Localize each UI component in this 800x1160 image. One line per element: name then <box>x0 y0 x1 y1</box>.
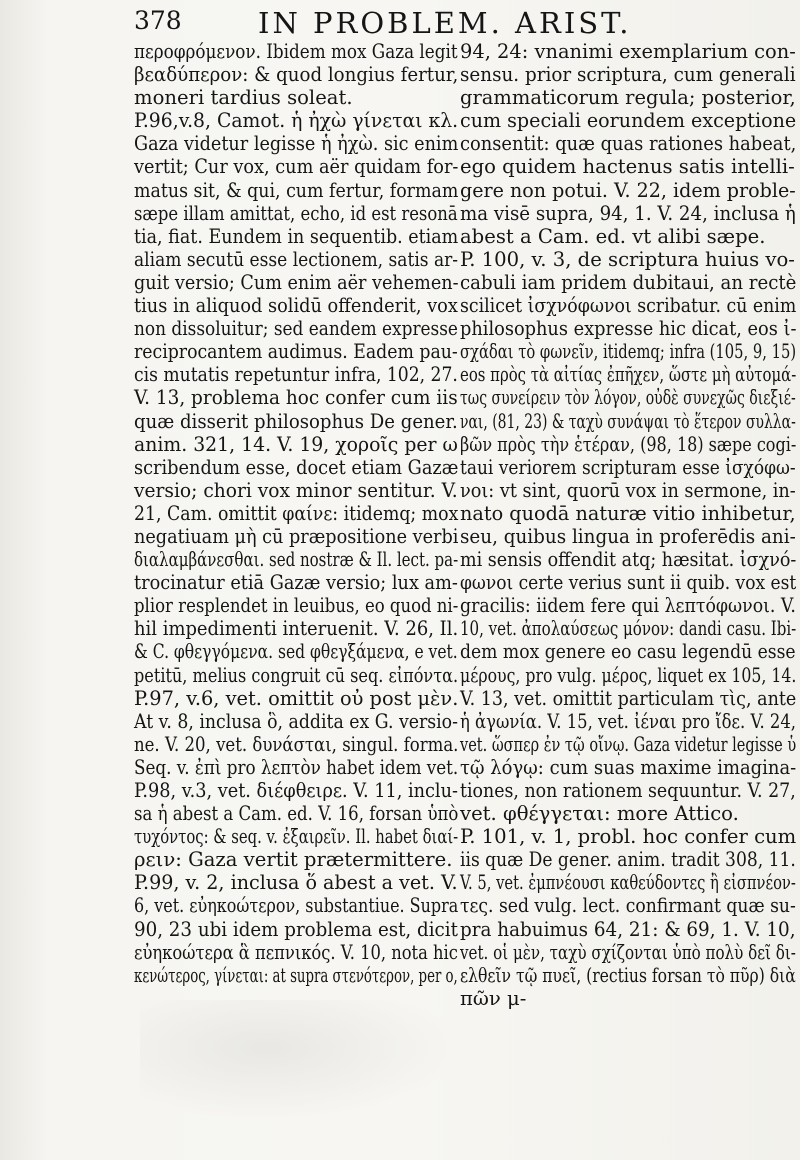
text-line: V. 13, problema hoc confer cum iis <box>134 386 458 410</box>
text-line: 10, vet. ἀπολαύσεως μόνον: dandi casu. Ibi- <box>460 617 797 641</box>
text-line: 21, Cam. omittit φαίνε: itidemq; mox <box>134 501 459 525</box>
text-line: pra habuimus 64, 21: & 69, 1. V. 10, <box>460 917 796 941</box>
text-line: trocinatur etiā Gazæ versio; lux am- <box>134 571 458 595</box>
text-line: & C. φθεγγόμενα. sed φθεγξάμενα, e vet. <box>134 640 458 664</box>
text-line: seu, quibus lingua in proferēdis ani- <box>460 524 796 548</box>
text-line: P.98, v.3, vet. διέφθειρε. V. 11, inclu- <box>134 779 458 802</box>
text-line: vet. οἱ μὲν, ταχὺ σχίζονται ὑπὸ πολὺ δεῖ δι- <box>460 940 796 964</box>
text-line: ne. V. 20, vet. δυνάσται, singul. forma. <box>134 732 459 756</box>
text-line: matus sit, & qui, cum fertur, formam <box>134 178 459 202</box>
text-line: vet. φθέγγεται: more Attico. <box>460 802 739 826</box>
text-line: At v. 8, inclusa ὃ, addita ex G. versio- <box>134 709 458 733</box>
text-line: gere non potui. V. 22, idem proble- <box>460 178 796 202</box>
text-line: εὐηκοώτερα ἃ πεπνικός. V. 10, nota hic <box>134 940 458 964</box>
text-line: moneri tardius soleat. <box>134 86 353 110</box>
text-line: petitū, melius congruit cū seq. εἰπόντα. <box>134 663 459 687</box>
text-line: μέρους, pro vulg. μέρος, liquet ex 105, 14. <box>460 663 797 687</box>
text-line: 6, vet. εὐηκοώτερον, substantiue. Supra <box>134 894 459 918</box>
text-line: P. 101, v. 1, probl. hoc confer cum <box>460 825 797 849</box>
text-line: ναι, (81, 23) & ταχὺ συνάψαι τὸ ἕτερον συλλα- <box>460 409 796 433</box>
text-line: quæ disserit philosophus De gener. <box>134 409 458 433</box>
text-line: sæpe illam amittat, echo, id est resonā <box>134 201 458 225</box>
text-line: διαλαμβάνεσθαι. sed nostræ & Il. lect. pa- <box>134 548 459 572</box>
text-line: negatiuam μὴ cū præpositione verbi <box>134 524 459 548</box>
text-line: V. 13, vet. omittit particulam τὶς, ante <box>460 686 797 710</box>
text-line: πῶν μ- <box>460 986 527 1010</box>
text-line: 94, 24: vnanimi exemplarium con- <box>460 40 796 63</box>
text-line: anim. 321, 14. V. 19, χοροῖς per ω <box>134 432 458 456</box>
text-line: 90, 23 ubi idem problema est, dicit <box>134 917 458 941</box>
text-line: P.96,v.8, Camot. ἡ ἠχὼ γίνεται κλ. <box>134 109 459 133</box>
text-line: tiones, non rationem sequuntur. V. 27, <box>460 779 796 802</box>
text-line: vet. ὥσπερ ἐν τῷ οἴνῳ. Gaza videtur legisse ὑ <box>460 732 797 756</box>
text-line: φωνοι certe verius sunt ii quib. vox est <box>460 571 797 595</box>
text-line: tia, fiat. Eundem in sequentib. etiam <box>134 224 459 248</box>
text-line: hil impedimenti interuenit. V. 26, Il. <box>134 617 459 641</box>
text-line: aliam secutū esse lectionem, satis ar- <box>134 247 459 271</box>
text-line: philosophus expresse hic dicat, eos ἰ- <box>460 317 797 341</box>
text-line: τως συνείρειν τὸν λόγον, οὐδὲ συνεχῶς διεξιέ- <box>460 386 796 410</box>
text-line: gracilis: iidem fere qui λεπτόφωνοι. V. <box>460 594 796 618</box>
text-line: P.99, v. 2, inclusa ὅ abest a vet. V. <box>134 871 458 895</box>
page-number: 378 <box>134 6 182 35</box>
text-line: περοφρόμενον. Ibidem mox Gaza legit <box>134 40 458 63</box>
text-line: P.97, v.6, vet. omittit οὐ post μὲν. <box>134 686 459 710</box>
text-line: eos πρὸς τὰ αἰτίας ἐπῆχεν, ὥστε μὴ αὐτομά- <box>460 363 797 387</box>
text-line: V. 5, vet. ἐμπνέουσι καθεύδοντες ἢ εἰσπνέον- <box>460 871 796 895</box>
text-line: cabuli iam pridem dubitaui, an rectè <box>460 270 797 294</box>
text-line: sa ἡ abest a Cam. ed. V. 16, forsan ὑπὸ <box>134 802 459 826</box>
text-line: βῶν πρὸς τὴν ἑτέραν, (98, 18) sæpe cogi- <box>460 432 797 456</box>
text-line: versio; chori vox minor sentitur. V. <box>134 478 458 502</box>
text-line: τυχόντος: & seq. v. ἐξαιρεῖν. Il. habet διαί- <box>134 825 459 849</box>
text-line: nato quodā naturæ vitio inhibetur, <box>460 501 796 525</box>
ink-smudge <box>140 1000 460 1120</box>
text-line: τῷ λόγῳ: cum suas maxime imagina- <box>460 755 797 779</box>
text-line: scribendum esse, docet etiam Gazæ <box>134 455 459 479</box>
text-line: plior resplendet in leuibus, eo quod ni- <box>134 594 459 618</box>
text-line: tius in aliquod solidū offenderit, vox <box>134 294 458 318</box>
text-line: ελθεῖν τῷ πυεῖ, (rectius forsan τὸ πῦρ) διὰ <box>460 963 796 987</box>
left-column <box>134 40 458 987</box>
text-line: νοι: vt sint, quorū vox in sermone, in- <box>460 478 796 502</box>
text-line: consentit: quæ quas rationes habeat, <box>460 132 797 156</box>
running-head: IN PROBLEM. ARIST. <box>258 6 632 40</box>
text-line: reciprocantem audimus. Eadem pau- <box>134 340 458 364</box>
text-line: βεαδύπερον: & quod longius fertur, <box>134 63 459 87</box>
text-line: P. 100, v. 3, de scriptura huius vo- <box>460 247 795 271</box>
text-line: mi sensis offendit atq; hæsitat. ἰσχνό- <box>460 548 797 572</box>
text-line: abest a Cam. ed. vt alibi sæpe. <box>460 224 766 248</box>
text-line: Gaza videtur legisse ἡ ἠχὼ. sic enim <box>134 132 459 156</box>
text-line: guit versio; Cum enim aër vehemen- <box>134 270 459 294</box>
text-line: Seq. v. ἐπὶ pro λεπτὸν habet idem vet. <box>134 755 459 779</box>
text-line: vertit; Cur vox, cum aër quidam for- <box>134 155 459 179</box>
text-line: non dissoluitur; sed eandem expresse <box>134 317 458 341</box>
text-line: cis mutatis repetuntur infra, 102, 27. <box>134 363 458 387</box>
text-line: scilicet ἰσχνόφωνοι scribatur. cū enim <box>460 294 797 318</box>
text-line: ρειν: Gaza vertit prætermittere. <box>134 848 453 872</box>
page-header <box>134 4 800 40</box>
text-line: τες. sed vulg. lect. confirmant quæ su- <box>460 894 796 918</box>
text-line: κενώτερος, γίνεται: at supra στενότερον, per o, <box>134 963 458 987</box>
text-line: sensu. prior scriptura, cum generali <box>460 63 796 87</box>
text-line: cum speciali eorundem exceptione <box>460 109 797 133</box>
text-line: grammaticorum regula; posterior, <box>460 86 796 110</box>
text-line: iis quæ De gener. anim. tradit 308, 11. <box>460 848 796 872</box>
text-line: ego quidem hactenus satis intelli- <box>460 155 795 179</box>
text-line: taui veriorem scripturam esse ἰσχόφω- <box>460 455 796 479</box>
text-line: dem mox genere eo casu legendū esse <box>460 640 796 664</box>
text-line: ma visē supra, 94, 1. V. 24, inclusa ἡ <box>460 201 796 225</box>
right-column <box>460 40 796 1010</box>
text-line: ἡ ἀγωνία. V. 15, vet. ἰέναι pro ἴδε. V. 24, <box>460 709 797 733</box>
text-line: σχάδαι τὸ φωνεῖν, itidemq; infra (105, 9, 15) <box>460 340 797 364</box>
